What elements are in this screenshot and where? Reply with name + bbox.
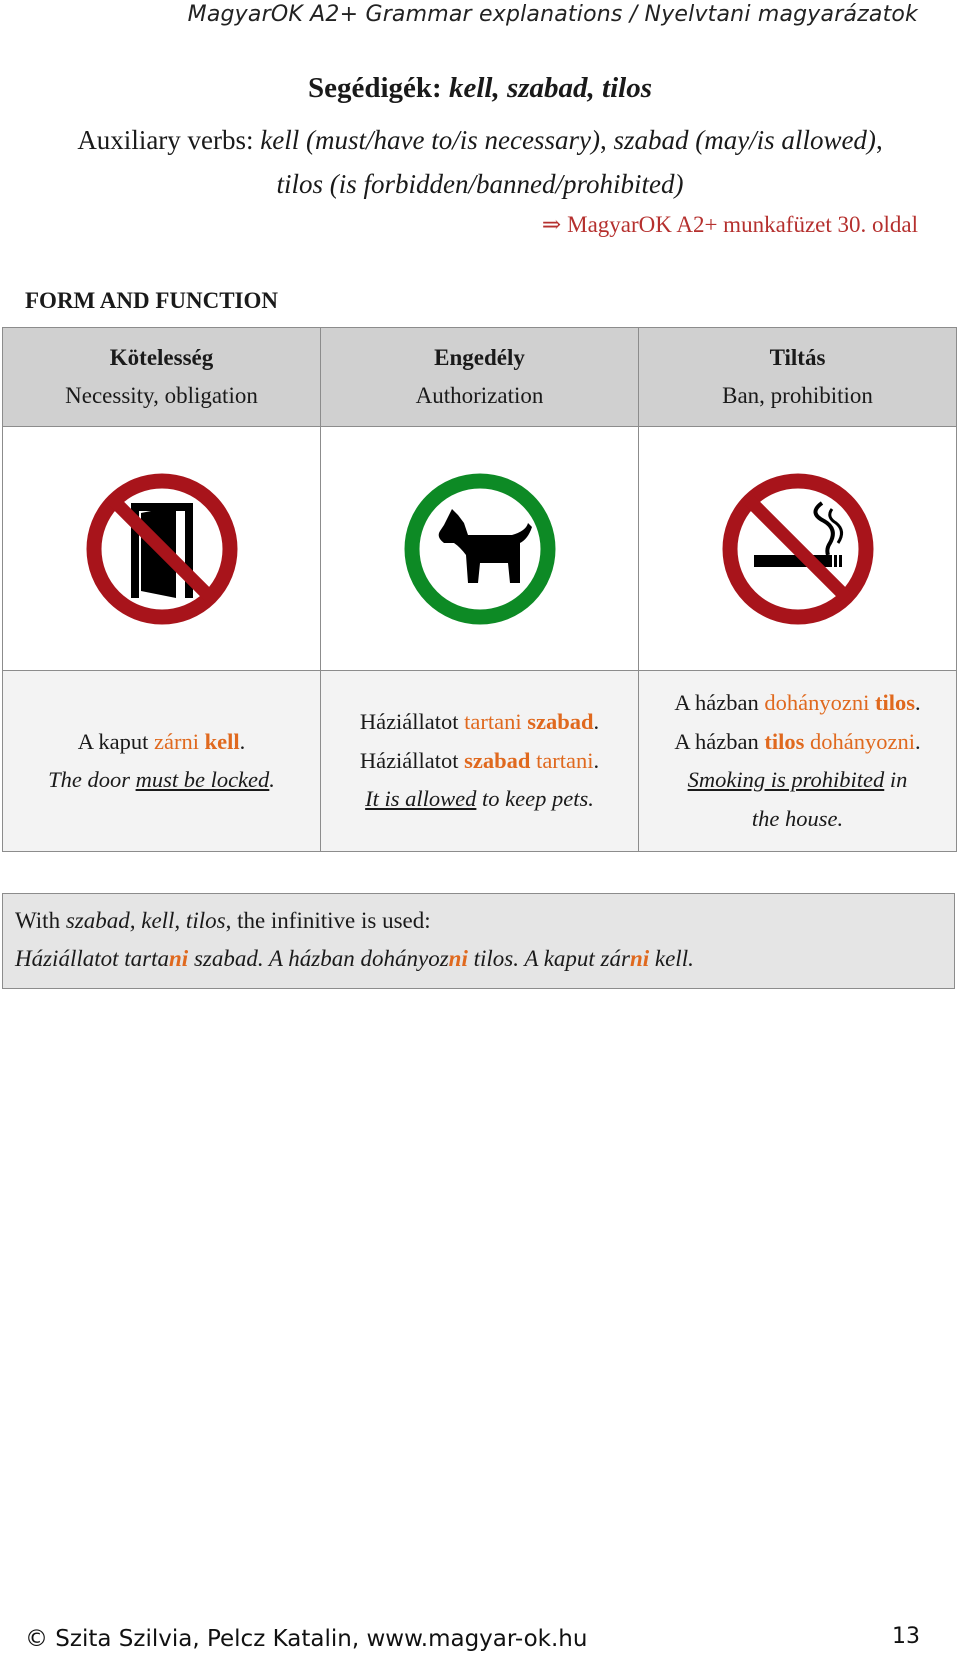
arrow-icon: ⇒ xyxy=(541,212,562,237)
icon-cell xyxy=(639,427,957,671)
example-text: A házban xyxy=(674,690,765,715)
grammar-table xyxy=(2,327,957,852)
subtitle-szabad: szabad (may/is allowed) xyxy=(613,125,876,155)
infinitive-note-box xyxy=(2,893,955,989)
column-header-authorization xyxy=(321,328,639,427)
table-header-row xyxy=(3,328,957,427)
note-example-text: Háziállatot tarta xyxy=(15,946,169,971)
note-auxiliaries: szabad, kell, tilos xyxy=(65,908,226,933)
note-rule xyxy=(15,902,942,940)
infinitive-highlight: dohányozni xyxy=(764,690,870,715)
subtitle-separator: , xyxy=(875,125,883,155)
example-translation xyxy=(321,780,638,819)
subtitle-kell: kell (must/have to/is necessary) xyxy=(260,125,600,155)
infinitive-suffix: ni xyxy=(629,946,650,971)
column-title: Tiltás xyxy=(769,345,826,370)
example-sentence xyxy=(639,684,956,723)
dog-allowed-icon xyxy=(404,473,556,625)
title-prefix: Segédigék: xyxy=(308,72,449,104)
page-subtitle xyxy=(60,118,900,206)
translation-text: in xyxy=(884,767,908,792)
infinitive-highlight: tartani xyxy=(464,709,522,735)
example-text: Háziállatot xyxy=(359,747,465,773)
column-subtitle: Ban, prohibition xyxy=(722,383,873,408)
column-title: Kötelesség xyxy=(109,345,214,370)
section-title: FORM AND FUNCTION xyxy=(25,288,278,313)
icon-cell xyxy=(321,427,639,671)
icon-cell xyxy=(3,427,321,671)
auxiliary-highlight: szabad xyxy=(464,747,531,773)
column-header-necessity xyxy=(3,328,321,427)
column-subtitle: Necessity, obligation xyxy=(65,383,258,408)
note-example-text: szabad. A házban dohányoz xyxy=(188,946,449,971)
workbook-reference-text: MagyarOK A2+ munkafüzet 30. oldal xyxy=(567,212,918,237)
example-necessity xyxy=(3,671,321,852)
example-text: A kaput xyxy=(77,728,154,754)
example-sentence xyxy=(321,703,638,742)
subtitle-separator: , xyxy=(599,125,614,155)
auxiliary-highlight: kell xyxy=(204,728,240,754)
table-icon-row xyxy=(3,427,957,671)
infinitive-highlight: zárni xyxy=(154,728,199,754)
example-sentence xyxy=(321,742,638,781)
table-example-row xyxy=(3,671,957,852)
example-authorization xyxy=(321,671,639,852)
column-header-ban xyxy=(639,328,957,427)
auxiliary-highlight: tilos xyxy=(874,690,915,715)
no-smoking-icon xyxy=(722,473,874,625)
translation-text: . xyxy=(269,767,275,792)
example-sentence xyxy=(639,723,956,762)
example-translation: the house. xyxy=(751,805,844,831)
translation-underlined: It is allowed xyxy=(365,786,477,812)
footer-copyright: © Szita Szilvia, Pelcz Katalin, www.magyar-ok.hu xyxy=(25,1626,588,1652)
example-text: . xyxy=(593,709,600,735)
translation-text: The door xyxy=(48,767,136,792)
infinitive-highlight: tartani xyxy=(536,747,594,773)
note-example-text: kell. xyxy=(649,946,694,971)
example-translation xyxy=(3,761,320,800)
column-title: Engedély xyxy=(434,345,525,370)
page-title xyxy=(0,72,960,105)
infinitive-suffix: ni xyxy=(448,946,468,971)
title-words: kell, szabad, tilos xyxy=(448,72,652,104)
page-number: 13 xyxy=(892,1624,920,1649)
column-subtitle: Authorization xyxy=(415,383,544,408)
note-example-text: tilos. A kaput zár xyxy=(467,946,630,971)
workbook-reference xyxy=(542,212,918,238)
translation-underlined: Smoking is prohibited xyxy=(687,767,885,792)
translation-underlined: must be locked xyxy=(135,767,270,792)
running-header: MagyarOK A2+ Grammar explanations / Nyelvtani magyarázatok xyxy=(187,2,918,27)
example-text: Háziállatot xyxy=(359,709,465,735)
auxiliary-highlight: tilos xyxy=(764,728,805,754)
example-translation xyxy=(639,761,956,800)
note-examples xyxy=(15,940,942,978)
infinitive-highlight: dohányozni xyxy=(810,728,915,754)
example-text: . xyxy=(239,728,246,754)
example-text: . xyxy=(593,747,600,773)
example-text: . xyxy=(914,690,921,715)
no-entry-door-icon xyxy=(86,473,238,625)
example-text: A házban xyxy=(674,728,765,754)
example-text: . xyxy=(914,728,921,754)
infinitive-suffix: ni xyxy=(169,946,189,971)
note-text: With xyxy=(15,908,66,933)
example-sentence xyxy=(3,723,320,762)
subtitle-prefix: Auxiliary verbs: xyxy=(77,125,261,155)
translation-text: to keep pets. xyxy=(476,786,594,812)
subtitle-tilos: tilos (is forbidden/banned/prohibited) xyxy=(276,169,684,199)
auxiliary-highlight: szabad xyxy=(527,709,594,735)
note-text: , the infinitive is used: xyxy=(225,908,431,933)
example-ban xyxy=(639,671,957,852)
